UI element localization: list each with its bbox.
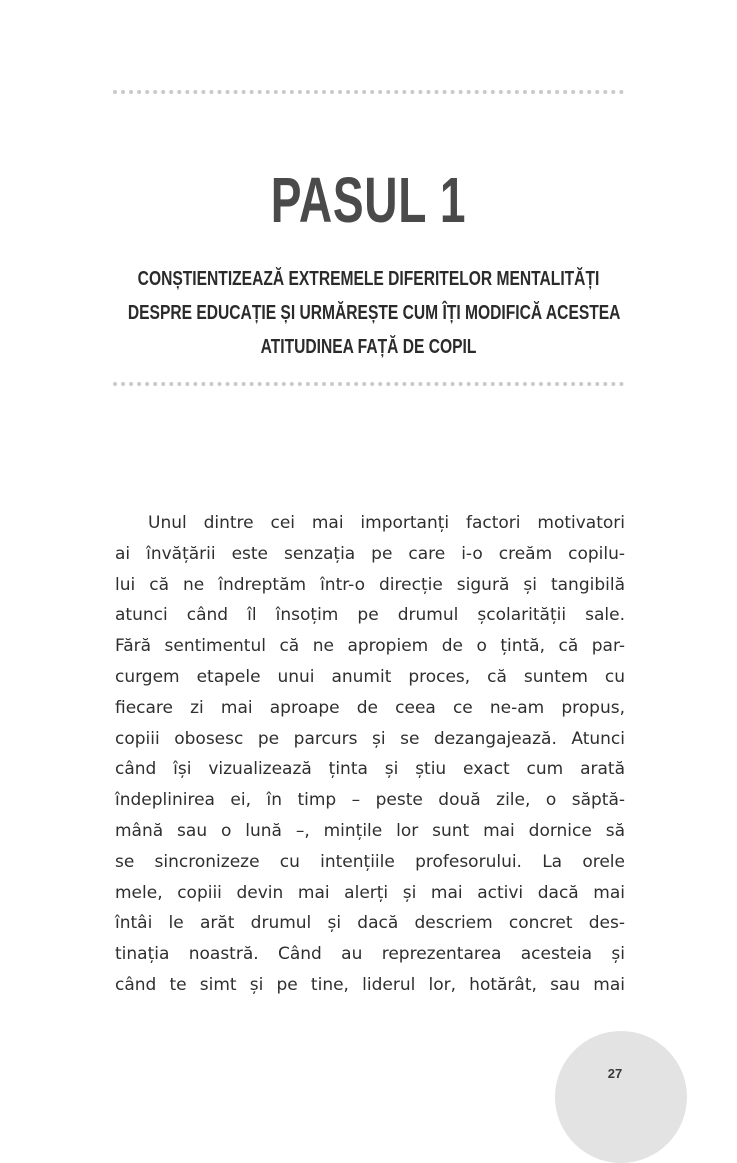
body-line: când te simt și pe tine, liderul lor, hotărât, sau mai xyxy=(115,974,625,995)
body-line: copiii obosesc pe parcurs și se dezangajează. Atunci xyxy=(115,728,625,749)
body-line: Unul dintre cei mai importanți factori motivatori xyxy=(148,513,625,533)
body-line: îndeplinirea ei, în timp – peste două zile, o săptă- xyxy=(115,790,625,811)
top-dotted-divider xyxy=(113,90,624,94)
body-line: tinația noastră. Când au reprezentarea acesteia și xyxy=(115,944,625,965)
body-line: când își vizualizează ținta și știu exact cum arată xyxy=(115,759,625,780)
page-number-badge xyxy=(555,1031,687,1163)
body-line: mele, copiii devin mai alerți și mai activi dacă mai xyxy=(115,882,625,903)
body-line: Fără sentimentul că ne apropiem de o țintă, că par- xyxy=(115,636,625,657)
bottom-dotted-divider xyxy=(113,382,624,386)
body-paragraph xyxy=(115,508,625,1001)
body-line: întâi le arăt drumul și dacă descriem concret des- xyxy=(115,913,625,934)
body-line: fiecare zi mai aproape de ceea ce ne-am propus, xyxy=(115,697,625,718)
body-line: ai învățării este senzația pe care i-o creăm copilu- xyxy=(115,543,625,564)
subtitle-line: DESPRE EDUCAȚIE ȘI URMĂREȘTE CUM ÎȚI MODIFICĂ ACESTEA xyxy=(127,302,621,324)
body-line: curgem etapele unui anumit proces, că suntem cu xyxy=(115,666,625,687)
body-line: se sincronizeze cu intențiile profesorului. La orele xyxy=(115,851,625,872)
page-number: 27 xyxy=(607,1066,623,1081)
body-line: lui că ne îndreptăm într-o direcție sigură și tangibilă xyxy=(115,574,625,595)
chapter-subtitle xyxy=(60,262,677,364)
subtitle-line: CONȘTIENTIZEAZĂ EXTREMELE DIFERITELOR MENTALITĂȚI xyxy=(137,268,600,290)
step-title: PASUL 1 xyxy=(270,164,467,236)
subtitle-line: ATITUDINEA FAȚĂ DE COPIL xyxy=(260,336,477,358)
body-line: mână sau o lună –, mințile lor sunt mai dornice să xyxy=(115,820,625,841)
body-line: atunci când îl însoțim pe drumul școlarității sale. xyxy=(115,605,625,626)
